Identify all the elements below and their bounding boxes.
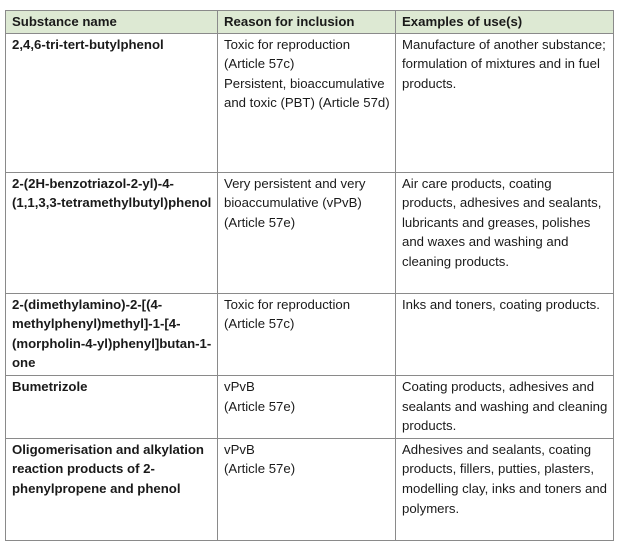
uses-cell: Inks and toners, coating products.	[396, 293, 614, 375]
svhc-table	[5, 10, 614, 541]
header-examples-of-use: Examples of use(s)	[396, 11, 614, 34]
table-header-row	[6, 11, 614, 34]
substance-name-cell: 2,4,6-tri-tert-butylphenol	[6, 33, 218, 172]
reason-line: (Article 57e)	[224, 398, 296, 414]
reason-line: Very persistent and very bioaccumulative (vPvB) (Article 57e)	[224, 175, 366, 230]
uses-cell: Air care products, coating products, adhesives and sealants, lubricants and greases, polishes and waxes and washing and cleaning products.	[396, 172, 614, 293]
header-substance-name: Substance name	[6, 11, 218, 34]
reason-line: Toxic for reproduction (Article 57c)	[224, 36, 351, 72]
reason-line: Toxic for reproduction (Article 57c)	[224, 296, 351, 332]
table-row	[6, 293, 614, 375]
table-row	[6, 438, 614, 540]
uses-cell: Adhesives and sealants, coating products, fillers, putties, plasters, modelling clay, inks and toners and polymers.	[396, 438, 614, 540]
reason-line: vPvB	[224, 441, 255, 457]
substance-name-cell: Bumetrizole	[6, 375, 218, 438]
substance-name-cell: Oligomerisation and alkylation reaction products of 2-phenylpropene and phenol	[6, 438, 218, 540]
reason-line: vPvB	[224, 378, 255, 394]
reason-line: (Article 57e)	[224, 461, 296, 477]
svhc-table-container	[5, 10, 613, 541]
substance-name-cell: 2-(dimethylamino)-2-[(4-methylphenyl)methyl]-1-[4-(morpholin-4-yl)phenyl]butan-1-one	[6, 293, 218, 375]
reason-cell	[218, 33, 396, 172]
substance-name-cell: 2-(2H-benzotriazol-2-yl)-4-(1,1,3,3-tetramethylbutyl)phenol	[6, 172, 218, 293]
reason-line: Persistent, bioaccumulative and toxic (PBT) (Article 57d)	[224, 75, 390, 111]
uses-cell: Manufacture of another substance; formulation of mixtures and in fuel products.	[396, 33, 614, 172]
reason-cell	[218, 375, 396, 438]
header-reason-for-inclusion: Reason for inclusion	[218, 11, 396, 34]
reason-cell	[218, 438, 396, 540]
table-row	[6, 172, 614, 293]
table-row	[6, 375, 614, 438]
uses-cell: Coating products, adhesives and sealants and washing and cleaning products.	[396, 375, 614, 438]
table-row	[6, 33, 614, 172]
reason-cell	[218, 172, 396, 293]
reason-cell	[218, 293, 396, 375]
